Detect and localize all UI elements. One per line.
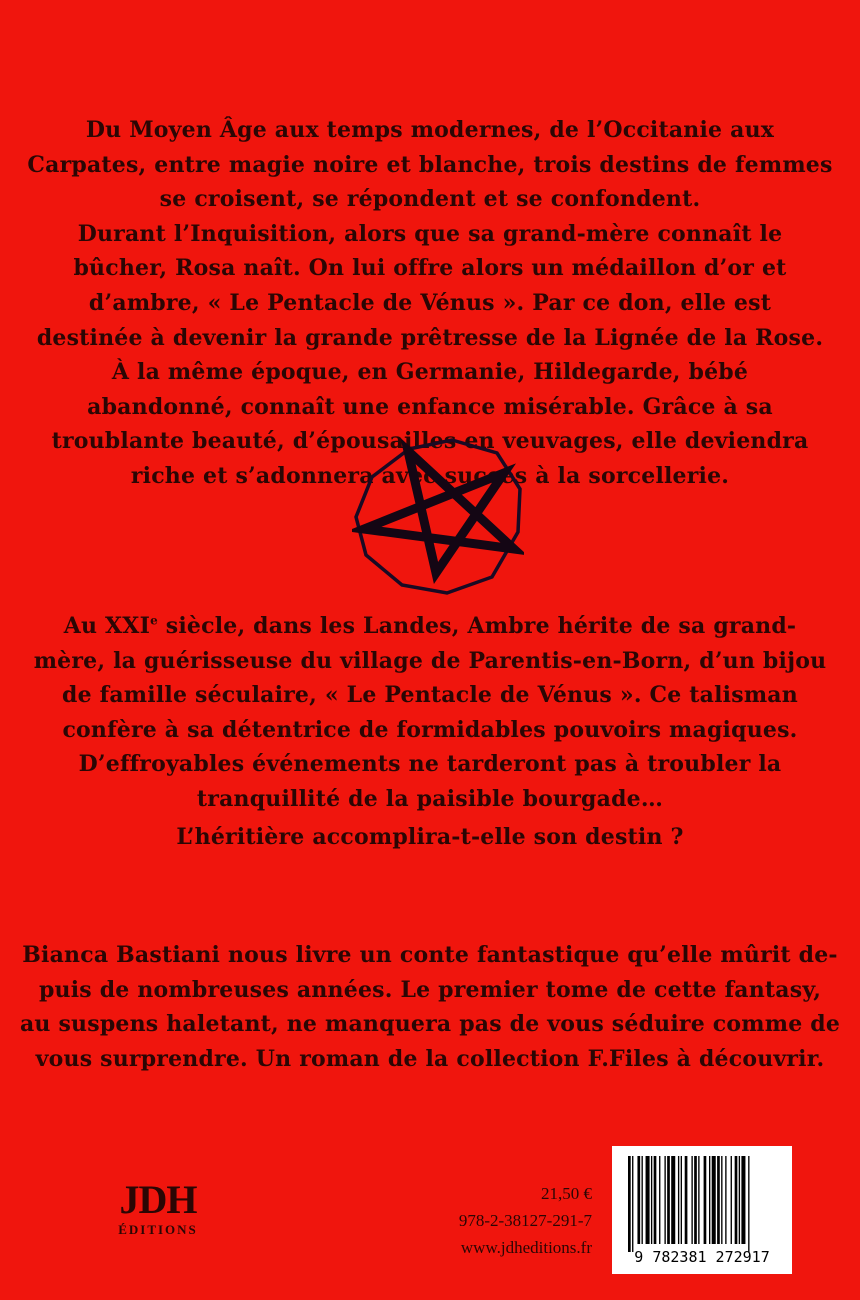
question-text xyxy=(0,820,860,855)
barcode-bar xyxy=(698,1156,699,1244)
barcode-bar xyxy=(628,1156,631,1252)
barcode-bar xyxy=(685,1156,688,1244)
intro-line: troublante beauté, d’épousailles en veuvages, elle deviendra xyxy=(51,428,809,455)
question-line: L’héritière accomplira-t-elle son destin ? xyxy=(176,824,684,850)
publisher-logo xyxy=(98,1177,218,1260)
barcode-bar xyxy=(717,1156,720,1244)
intro-line: destinée à devenir la grande prêtresse de la Lignée de la Rose. xyxy=(36,324,824,351)
intro-line: Durant l’Inquisition, alors que sa grand-mère connaît le xyxy=(77,220,783,247)
barcode-digits: 9 782381 272917 xyxy=(634,1248,770,1266)
part2-line: tranquillité de la paisible bourgade… xyxy=(196,785,664,812)
book-info xyxy=(392,1180,592,1261)
part2-sup: e xyxy=(150,613,158,628)
barcode-bar xyxy=(654,1156,657,1244)
barcode-bar xyxy=(632,1156,633,1252)
intro-line: riche et s’adonnera avec succès à la sorcellerie. xyxy=(130,462,730,489)
website: www.jdheditions.fr xyxy=(460,1238,592,1257)
barcode-bar xyxy=(731,1156,732,1244)
pentacle-icon xyxy=(352,437,524,595)
intro-line: abandonné, connaît une enfance misérable. Grâce à sa xyxy=(87,393,773,420)
publisher-logo-subtext: ÉDITIONS xyxy=(118,1222,198,1237)
barcode-bar xyxy=(748,1156,749,1252)
blurb-line: puis de nombreuses années. Le premier tome de cette fantasy, xyxy=(38,976,822,1003)
intro-line: Du Moyen Âge aux temps modernes, de l’Occitanie aux xyxy=(85,117,775,143)
part2-line: mère, la guérisseuse du village de Parentis-en-Born, d’un bijou xyxy=(33,647,827,674)
barcode-bar xyxy=(694,1156,697,1244)
intro-line: Carpates, entre magie noire et blanche, trois destins de femmes xyxy=(27,151,833,178)
barcode-bar xyxy=(681,1156,682,1244)
intro-line: À la même époque, en Germanie, Hildegarde, bébé xyxy=(111,359,749,386)
blurb-line: vous surprendre. Un roman de la collection F.Files à découvrir. xyxy=(35,1045,825,1072)
barcode-bar xyxy=(671,1156,675,1244)
barcode-bar xyxy=(739,1156,740,1244)
author-blurb xyxy=(0,938,860,1076)
barcode xyxy=(612,1146,792,1274)
part2-line: confère à sa détentrice de formidables pouvoirs magiques. xyxy=(62,716,798,743)
barcode-bar xyxy=(721,1156,722,1244)
barcode-bar xyxy=(741,1156,745,1244)
barcode-bar xyxy=(642,1156,643,1244)
intro-line: d’ambre, « Le Pentacle de Vénus ». Par ce don, elle est xyxy=(88,289,772,316)
isbn: 978-2-38127-291-7 xyxy=(458,1211,592,1230)
barcode-bar xyxy=(691,1156,692,1244)
blurb-line: Bianca Bastiani nous livre un conte fantastique qu’elle mûrit de- xyxy=(22,942,838,968)
intro-line: bûcher, Rosa naît. On lui offre alors un médaillon d’or et xyxy=(73,255,787,282)
part2-text xyxy=(0,609,860,817)
price: 21,50 € xyxy=(541,1184,592,1203)
barcode-bar xyxy=(735,1156,738,1244)
barcode-bar xyxy=(667,1156,670,1244)
part2-line: D’effroyables événements ne tarderont pas à troubler la xyxy=(78,751,782,778)
part2-suffix: siècle, dans les Landes, Ambre hérite de sa grand- xyxy=(157,613,797,639)
barcode-bar xyxy=(678,1156,679,1244)
barcode-bar xyxy=(651,1156,652,1244)
part2-line: de famille séculaire, « Le Pentacle de Vénus ». Ce talisman xyxy=(62,682,798,709)
blurb-line: au suspens haletant, ne manquera pas de vous séduire comme de xyxy=(19,1011,841,1038)
intro-line: se croisent, se répondent et se confondent. xyxy=(159,186,701,213)
barcode-bar xyxy=(725,1156,726,1244)
barcode-bar xyxy=(709,1156,710,1244)
barcode-bar xyxy=(646,1156,650,1244)
pentacle-star xyxy=(364,451,514,573)
publisher-logo-mark: JDH xyxy=(119,1177,197,1222)
part2-first-line xyxy=(0,609,860,644)
barcode-bar xyxy=(659,1156,660,1244)
barcode-bar xyxy=(664,1156,665,1244)
barcode-bar xyxy=(712,1156,716,1244)
barcode-bar xyxy=(637,1156,640,1244)
barcode-bar xyxy=(704,1156,707,1244)
part2-prefix: Au XXI xyxy=(63,613,151,639)
